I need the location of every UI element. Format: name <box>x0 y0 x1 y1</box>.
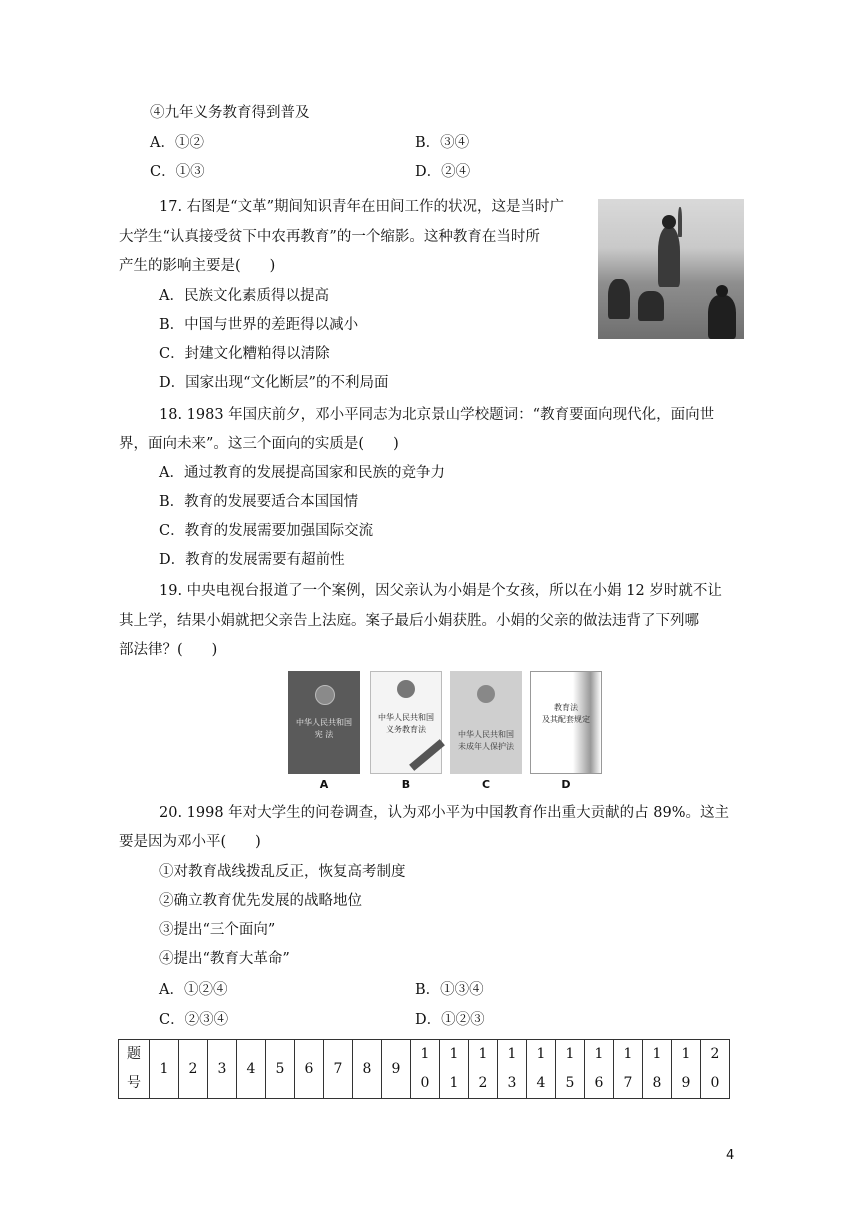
number-digit-top: 5 <box>275 1061 285 1077</box>
book-c-title-2: 未成年人保护法 <box>458 742 514 751</box>
answer-table-number-cell <box>208 1040 237 1099</box>
q17-stem-line-2: 大学生“认真接受贫下中农再教育”的一个缩影。这种教育在当时所 <box>119 229 540 245</box>
number-digit-bottom: 0 <box>420 1075 430 1091</box>
number-digit-bottom: 5 <box>565 1075 575 1091</box>
q18-option-c: C．教育的发展需要加强国际交流 <box>159 523 374 539</box>
q16-option-d: D．②④ <box>415 164 471 180</box>
number-digit-top: 1 <box>159 1061 169 1077</box>
q16-option-b: B．③④ <box>415 135 470 151</box>
answer-table-number-cell <box>324 1040 353 1099</box>
answer-table-number-cell <box>179 1040 208 1099</box>
number-digit-top: 1 <box>449 1046 459 1062</box>
national-emblem-icon <box>477 685 495 703</box>
book-b-caption: B <box>401 778 411 791</box>
q16-item-4: ④九年义务教育得到普及 <box>150 105 310 121</box>
answer-table-number-cell <box>150 1040 179 1099</box>
number-digit-bottom: 3 <box>507 1075 517 1091</box>
number-digit-top: 1 <box>681 1046 691 1062</box>
q18-option-a: A．通过教育的发展提高国家和民族的竞争力 <box>159 465 445 481</box>
answer-table-number-cell <box>382 1040 411 1099</box>
book-a-constitution <box>288 671 360 774</box>
q20-item-2: ②确立教育优先发展的战略地位 <box>159 893 362 909</box>
book-b-compulsory-education-law <box>370 671 442 774</box>
q17-stem-line-1: 17. 右图是“文革”期间知识青年在田间工作的状况，这是当时广 <box>159 199 564 215</box>
q20-option-a: A．①②④ <box>159 982 228 998</box>
number-digit-bottom: 4 <box>536 1075 546 1091</box>
answer-table-header-cell <box>119 1040 150 1099</box>
answer-table-number-cell <box>353 1040 382 1099</box>
number-digit-bottom: 6 <box>594 1075 604 1091</box>
q20-item-4: ④提出“教育大革命” <box>159 951 290 967</box>
q17-option-d: D．国家出现“文化断层”的不利局面 <box>159 375 389 391</box>
header-bottom-char: 号 <box>127 1075 141 1091</box>
q20-stem-line-2: 要是因为邓小平( ) <box>119 834 261 850</box>
answer-table-number-cell <box>498 1040 527 1099</box>
number-digit-top: 1 <box>652 1046 662 1062</box>
q16-option-a: A．①② <box>150 135 204 151</box>
number-digit-top: 8 <box>362 1061 372 1077</box>
q20-option-d: D．①②③ <box>415 1012 485 1028</box>
book-b-title-1: 中华人民共和国 <box>378 713 434 722</box>
q19-stem-line-2: 其上学，结果小娟就把父亲告上法庭。案子最后小娟获胜。小娟的父亲的做法违背了下列哪 <box>119 613 699 629</box>
answer-table-number-cell <box>266 1040 295 1099</box>
number-digit-bottom: 2 <box>478 1075 488 1091</box>
number-digit-top: 1 <box>623 1046 633 1062</box>
q20-stem-line-1: 20. 1998 年对大学生的问卷调查，认为邓小平为中国教育作出重大贡献的占 89%。这主 <box>159 805 730 821</box>
q20-item-3: ③提出“三个面向” <box>159 922 276 938</box>
page-number: 4 <box>726 1148 735 1163</box>
law-books-figure <box>288 671 608 791</box>
q18-stem-line-2: 界，面向未来”。这三个面向的实质是( ) <box>119 436 399 452</box>
number-digit-top: 1 <box>478 1046 488 1062</box>
q17-option-b: B．中国与世界的差距得以减小 <box>159 317 359 333</box>
number-digit-top: 7 <box>333 1061 343 1077</box>
number-digit-top: 1 <box>420 1046 430 1062</box>
book-d-title-1: 教育法 <box>554 703 578 712</box>
book-b-ribbon <box>409 739 445 771</box>
number-digit-bottom: 1 <box>449 1075 459 1091</box>
number-digit-top: 9 <box>391 1061 401 1077</box>
answer-table-number-cell <box>556 1040 585 1099</box>
book-c-title-1: 中华人民共和国 <box>458 730 514 739</box>
q20-option-b: B．①③④ <box>415 982 484 998</box>
q17-option-a: A．民族文化素质得以提高 <box>159 288 329 304</box>
number-digit-top: 1 <box>565 1046 575 1062</box>
book-a-caption: A <box>319 778 329 791</box>
book-d-caption: D <box>561 778 571 791</box>
number-digit-top: 2 <box>710 1046 720 1062</box>
q17-stem-line-3: 产生的影响主要是( ) <box>119 258 276 274</box>
answer-table-number-cell <box>585 1040 614 1099</box>
q18-option-d: D．教育的发展需要有超前性 <box>159 552 345 568</box>
number-digit-top: 3 <box>217 1061 227 1077</box>
number-digit-top: 4 <box>246 1061 256 1077</box>
answer-table-number-cell <box>440 1040 469 1099</box>
answer-table-number-cell <box>701 1040 730 1099</box>
book-a-title-1: 中华人民共和国 <box>296 718 352 727</box>
q16-option-c: C．①③ <box>150 164 205 180</box>
number-digit-bottom: 0 <box>710 1075 720 1091</box>
number-digit-top: 6 <box>304 1061 314 1077</box>
answer-table-number-cell <box>469 1040 498 1099</box>
book-c-caption: C <box>481 778 491 791</box>
answer-table <box>118 1039 730 1099</box>
q20-option-c: C．②③④ <box>159 1012 229 1028</box>
answer-table-number-cell <box>295 1040 324 1099</box>
answer-table-number-cell <box>237 1040 266 1099</box>
answer-table-header-row <box>119 1040 730 1099</box>
answer-table-number-cell <box>527 1040 556 1099</box>
national-emblem-icon <box>397 680 415 698</box>
number-digit-top: 1 <box>594 1046 604 1062</box>
number-digit-top: 2 <box>188 1061 198 1077</box>
header-top-char: 题 <box>127 1046 141 1062</box>
number-digit-top: 1 <box>507 1046 517 1062</box>
number-digit-bottom: 9 <box>681 1075 691 1091</box>
answer-table-number-cell <box>614 1040 643 1099</box>
answer-table-number-cell <box>672 1040 701 1099</box>
answer-table-number-cell <box>411 1040 440 1099</box>
number-digit-top: 1 <box>536 1046 546 1062</box>
number-digit-bottom: 8 <box>652 1075 662 1091</box>
q20-item-1: ①对教育战线拨乱反正，恢复高考制度 <box>159 864 406 880</box>
book-b-title-2: 义务教育法 <box>386 725 426 734</box>
q19-stem-line-3: 部法律？( ) <box>119 642 218 658</box>
q19-stem-line-1: 19. 中央电视台报道了一个案例，因父亲认为小娟是个女孩，所以在小娟 12 岁时就不让 <box>159 583 722 599</box>
answer-table-number-cell <box>643 1040 672 1099</box>
national-emblem-icon <box>315 685 335 705</box>
book-c-minors-protection-law <box>450 671 522 774</box>
q18-option-b: B．教育的发展要适合本国国情 <box>159 494 359 510</box>
q17-option-c: C．封建文化糟粕得以清除 <box>159 346 330 362</box>
field-work-photo <box>598 199 744 339</box>
book-d-education-law <box>530 671 602 774</box>
book-d-title-2: 及其配套规定 <box>542 715 590 724</box>
number-digit-bottom: 7 <box>623 1075 633 1091</box>
book-a-title-2: 宪 法 <box>314 730 334 739</box>
q18-stem-line-1: 18. 1983 年国庆前夕，邓小平同志为北京景山学校题词：“教育要面向现代化，面向世 <box>159 407 715 423</box>
